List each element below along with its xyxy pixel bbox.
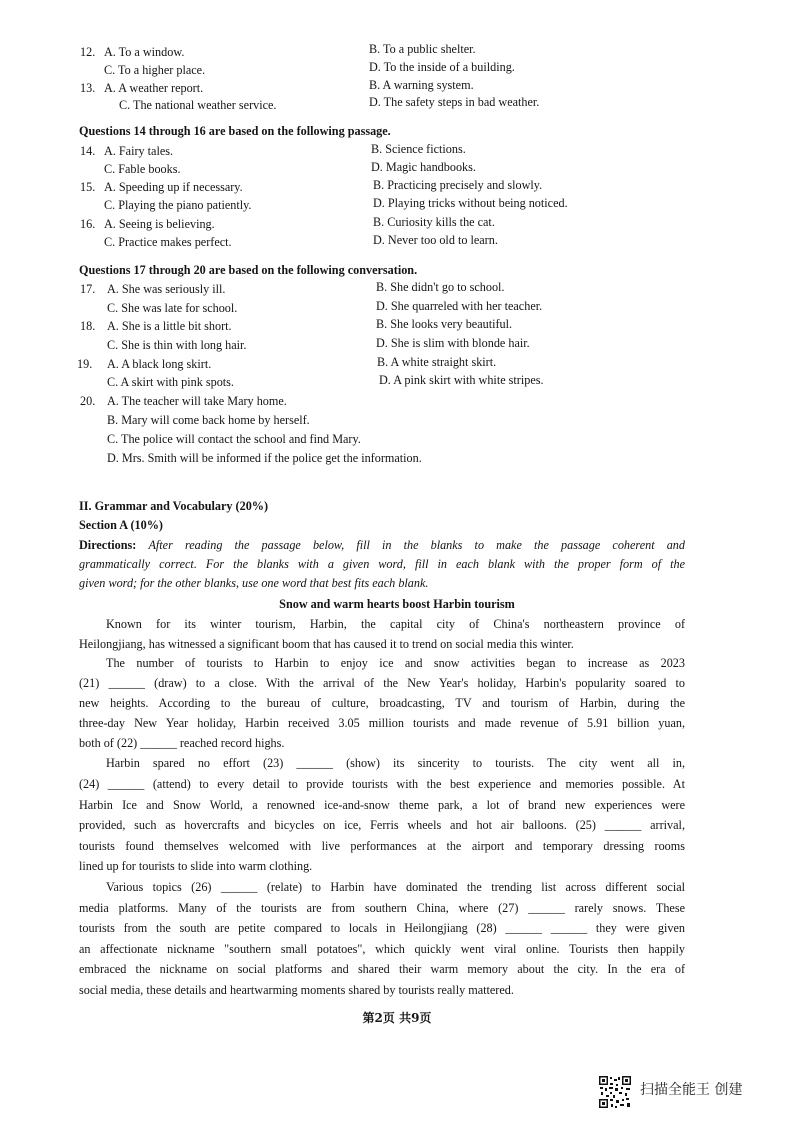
passage-line: provided, such as hovercrafts and bicycles on ice, Ferris wheels and hot air balloons. (25) ______ arrival, xyxy=(79,818,685,832)
option-c: C. The police will contact the school and find Mary. xyxy=(107,432,361,446)
directions-label: Directions: xyxy=(79,538,137,552)
option-a: A. Fairy tales. xyxy=(104,144,174,158)
option-a: A. She is a little bit short. xyxy=(107,319,232,333)
passage-line: lined up for tourists to slide into warm clothing. xyxy=(79,859,313,873)
option-d: D. A pink skirt with white stripes. xyxy=(379,373,544,387)
option-c: C. Practice makes perfect. xyxy=(104,235,232,249)
part-title: II. Grammar and Vocabulary (20%) xyxy=(79,499,269,513)
option-a: A. Speeding up if necessary. xyxy=(104,180,243,194)
passage-title: Snow and warm hearts boost Harbin tourism xyxy=(279,597,515,611)
passage-line: Various topics (26) ______ (relate) to Harbin have dominated the trending list across different social xyxy=(106,880,685,894)
option-b: B. A white straight skirt. xyxy=(377,355,497,369)
option-a: A. A black long skirt. xyxy=(107,357,212,371)
passage-line: an affectionate nickname "southern small potatoes", which quickly went viral online. Tourists then happily xyxy=(79,942,685,956)
option-c: C. She is thin with long hair. xyxy=(107,338,247,352)
question-number: 12. xyxy=(80,45,96,59)
qr-code-icon xyxy=(598,1075,632,1109)
option-c: C. To a higher place. xyxy=(104,63,206,77)
question-number: 20. xyxy=(80,394,96,408)
scanner-watermark: 扫描全能王 创建 xyxy=(640,1082,743,1098)
passage-line: tourists found themselves welcomed with live performances at the airport and temporary dressing rooms xyxy=(79,839,685,853)
option-a: A. She was seriously ill. xyxy=(107,282,226,296)
directions-text: grammatically correct. For the blanks with a given word, fill in each blank with the proper form of the xyxy=(79,557,685,571)
passage-line: embraced the nickname on social platforms and shared their warm memory about the city. In the era of xyxy=(79,962,685,976)
question-number: 16. xyxy=(80,217,96,231)
directions-text: given word; for the other blanks, use one word that best fits each blank. xyxy=(79,576,429,590)
option-b: B. She didn't go to school. xyxy=(376,280,505,294)
directions-line xyxy=(79,539,685,551)
section-title: Section A (10%) xyxy=(79,518,163,532)
option-d: D. Never too old to learn. xyxy=(373,233,498,247)
question-number: 15. xyxy=(80,180,96,194)
section-heading: Questions 14 through 16 are based on the following passage. xyxy=(79,124,391,138)
question-number: 17. xyxy=(80,282,96,296)
directions-text: After reading the passage below, fill in the blanks to make the passage coherent and xyxy=(148,538,685,552)
option-b: B. She looks very beautiful. xyxy=(376,317,513,331)
passage-line: new heights. According to the bureau of culture, broadcasting, TV and tourism of Harbin, during the xyxy=(79,696,685,710)
option-c: C. A skirt with pink spots. xyxy=(107,375,234,389)
passage-line: both of (22) ______ reached record highs. xyxy=(79,736,285,750)
question-number: 13. xyxy=(80,81,96,95)
option-d: D. The safety steps in bad weather. xyxy=(369,95,540,109)
question-number: 19. xyxy=(77,357,93,371)
option-c: C. Playing the piano patiently. xyxy=(104,198,252,212)
passage-line: Heilongjiang, has witnessed a significant boom that has caused it to trend on social media this winter. xyxy=(79,637,574,651)
option-d: D. Magic handbooks. xyxy=(371,160,476,174)
question-number: 18. xyxy=(80,319,96,333)
question-number: 14. xyxy=(80,144,96,158)
passage-line: Harbin Ice and Snow World, a renowned ice-and-snow theme park, a lot of brand new experiences were xyxy=(79,798,685,812)
option-a: A. The teacher will take Mary home. xyxy=(107,394,287,408)
option-d: D. Playing tricks without being noticed. xyxy=(373,196,568,210)
option-d: D. Mrs. Smith will be informed if the police get the information. xyxy=(107,451,422,465)
option-b: B. Science fictions. xyxy=(371,142,466,156)
passage-line: tourists from the south are petite compared to locals in Heilongjiang (28) ______ ______ they were given xyxy=(79,921,685,935)
option-d: D. To the inside of a building. xyxy=(369,60,515,74)
passage-line: Harbin spared no effort (23) ______ (show) its sincerity to tourists. The city went all in, xyxy=(106,756,685,770)
option-a: A. To a window. xyxy=(104,45,185,59)
passage-line: (24) ______ (attend) to every detail to provide tourists with the best experience and memories possible. At xyxy=(79,777,685,791)
option-a: A. Seeing is believing. xyxy=(104,217,215,231)
option-c: C. She was late for school. xyxy=(107,301,238,315)
option-a: A. A weather report. xyxy=(104,81,204,95)
passage-line: (21) ______ (draw) to a close. With the arrival of the New Year's holiday, Harbin's popularity soared to xyxy=(79,676,685,690)
passage-line: social media, these details and heartwarming moments shared by tourists really mattered. xyxy=(79,983,514,997)
option-b: B. Practicing precisely and slowly. xyxy=(373,178,543,192)
option-c: C. The national weather service. xyxy=(119,98,277,112)
passage-line: three-day New Year holiday, Harbin received 3.05 million tourists and made revenue of 5.91 billion yuan, xyxy=(79,716,685,730)
option-b: B. Mary will come back home by herself. xyxy=(107,413,310,427)
option-d: D. She quarreled with her teacher. xyxy=(376,299,543,313)
option-c: C. Fable books. xyxy=(104,162,181,176)
passage-line: media platforms. Many of the tourists are from southern China, where (27) ______ rarely snows. These xyxy=(79,901,685,915)
option-b: B. Curiosity kills the cat. xyxy=(373,215,495,229)
option-b: B. A warning system. xyxy=(369,78,474,92)
option-b: B. To a public shelter. xyxy=(369,42,476,56)
passage-line: The number of tourists to Harbin to enjoy ice and snow activities began to increase as 2023 xyxy=(106,656,685,670)
option-d: D. She is slim with blonde hair. xyxy=(376,336,530,350)
passage-line: Known for its winter tourism, Harbin, the capital city of China's northeastern province of xyxy=(106,617,685,631)
section-heading: Questions 17 through 20 are based on the following conversation. xyxy=(79,263,418,277)
page-number: 第2页 共9页 xyxy=(362,1011,432,1025)
